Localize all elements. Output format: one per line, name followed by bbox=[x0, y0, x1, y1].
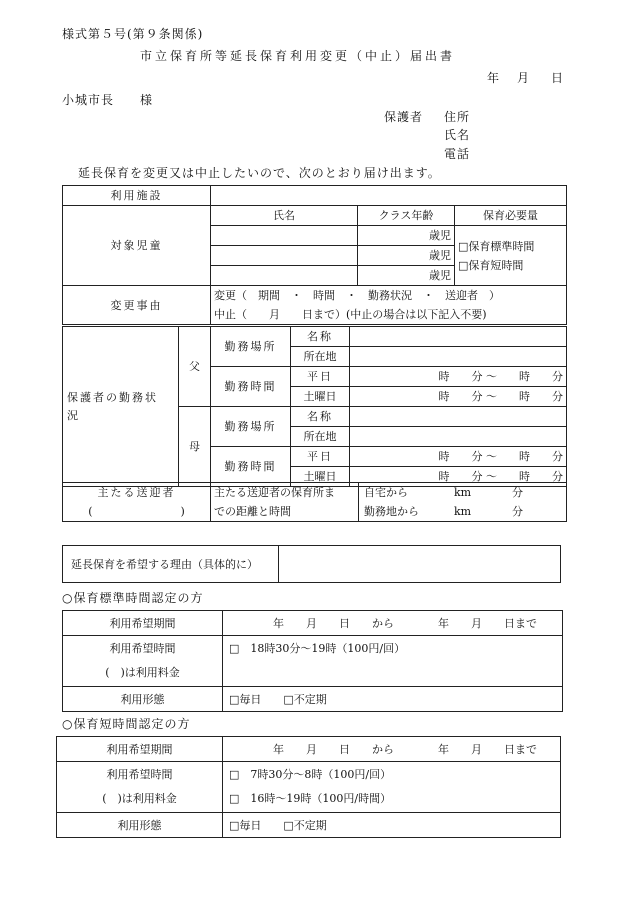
work-status-label: 保護者の勤務状 bbox=[67, 390, 158, 404]
standard-period-input[interactable]: 年 月 日 から 年 月 日まで bbox=[223, 611, 563, 636]
father-hours-label: 勤務時間 bbox=[211, 367, 291, 407]
from-home-label: 自宅から bbox=[364, 486, 408, 499]
reason-input[interactable] bbox=[279, 546, 561, 583]
father-workplace-label: 勤務場所 bbox=[211, 327, 291, 367]
father-label: 父 bbox=[179, 327, 211, 407]
col-class-age-header: クラス年齢 bbox=[358, 206, 455, 226]
short-period-label: 利用希望期間 bbox=[57, 737, 223, 762]
phone-label: 電話 bbox=[444, 147, 471, 161]
guardian-label: 保護者 bbox=[384, 110, 424, 124]
short-table bbox=[56, 736, 561, 838]
need-standard-checkbox[interactable]: □保育標準時間 bbox=[458, 239, 535, 253]
age-unit-1[interactable]: 歳児 bbox=[358, 226, 455, 246]
mother-workplace-label: 勤務場所 bbox=[211, 407, 291, 447]
transporter-table bbox=[62, 482, 567, 522]
from-home-km[interactable]: km bbox=[454, 486, 472, 499]
change-options[interactable]: 変更（ 期間 ・ 時間 ・ 勤務状況 ・ 送迎者 ） bbox=[214, 289, 500, 302]
reason-table bbox=[62, 545, 561, 583]
transporter-input[interactable]: ( ) bbox=[88, 505, 185, 518]
mother-hours-label: 勤務時間 bbox=[211, 447, 291, 487]
child-name-2[interactable] bbox=[211, 246, 358, 266]
age-unit-2[interactable]: 歳児 bbox=[358, 246, 455, 266]
col-need-header: 保育必要量 bbox=[455, 206, 567, 226]
mother-saturday-label: 土曜日 bbox=[291, 467, 350, 487]
child-section-table bbox=[62, 185, 567, 325]
short-period-input[interactable]: 年 月 日 から 年 月 日まで bbox=[223, 737, 561, 762]
col-name-header: 氏名 bbox=[211, 206, 358, 226]
standard-fee-note: ( )は利用料金 bbox=[105, 666, 180, 679]
work-status-label-2: 況 bbox=[67, 408, 78, 422]
reason-label: 延長保育を希望する理由（具体的に） bbox=[63, 546, 279, 583]
standard-period-label: 利用希望期間 bbox=[63, 611, 223, 636]
father-wp-location-label: 所在地 bbox=[291, 347, 350, 367]
child-name-1[interactable] bbox=[211, 226, 358, 246]
mother-weekday-label: 平日 bbox=[291, 447, 350, 467]
mother-label: 母 bbox=[179, 407, 211, 487]
from-work-km[interactable]: km bbox=[454, 505, 472, 518]
date-month: 月 bbox=[517, 71, 531, 85]
standard-form-label: 利用形態 bbox=[63, 687, 223, 712]
distance-label: 主たる送迎者の保育所ま bbox=[214, 486, 335, 499]
address-label: 住所 bbox=[444, 110, 471, 124]
child-label: 対象児童 bbox=[63, 206, 211, 286]
need-short-checkbox[interactable]: □保育短時間 bbox=[458, 258, 524, 272]
father-wp-location-input[interactable] bbox=[350, 347, 567, 367]
standard-heading: ○保育標準時間認定の方 bbox=[62, 591, 204, 605]
short-form-label: 利用形態 bbox=[57, 813, 223, 838]
standard-hours-label: 利用希望時間 bbox=[109, 642, 176, 655]
facility-label: 利用施設 bbox=[63, 186, 211, 206]
distance-label-2: での距離と時間 bbox=[214, 505, 291, 518]
father-wp-name-input[interactable] bbox=[350, 327, 567, 347]
short-hours-checkbox-2[interactable]: □ 16時～19時（100円/時間） bbox=[229, 792, 392, 805]
standard-form-options[interactable]: □毎日 □不定期 bbox=[223, 687, 563, 712]
facility-input[interactable] bbox=[211, 186, 567, 206]
transporter-label: 主たる送迎者 bbox=[97, 486, 176, 499]
father-saturday-time[interactable]: 時 分 ～ 時 分 bbox=[350, 387, 567, 407]
short-heading: ○保育短時間認定の方 bbox=[62, 717, 191, 731]
addressee: 小城市長 様 bbox=[62, 93, 154, 107]
short-form-options[interactable]: □毎日 □不定期 bbox=[223, 813, 561, 838]
mother-wp-name-input[interactable] bbox=[350, 407, 567, 427]
intro-text: 延長保育を変更又は中止したいので、次のとおり届け出ます。 bbox=[78, 166, 441, 180]
child-name-3[interactable] bbox=[211, 266, 358, 286]
name-label: 氏名 bbox=[444, 128, 471, 142]
page-title: 市立保育所等延長保育利用変更（中止）届出書 bbox=[140, 49, 456, 63]
father-saturday-label: 土曜日 bbox=[291, 387, 350, 407]
father-wp-name-label: 名称 bbox=[291, 327, 350, 347]
father-weekday-label: 平日 bbox=[291, 367, 350, 387]
mother-wp-location-input[interactable] bbox=[350, 427, 567, 447]
from-work-label: 勤務地から bbox=[364, 505, 419, 518]
stop-options[interactable]: 中止（ 月 日まで）(中止の場合は以下記入不要) bbox=[214, 308, 487, 321]
mother-wp-name-label: 名称 bbox=[291, 407, 350, 427]
work-situation-table bbox=[62, 326, 567, 487]
date-day: 日 bbox=[551, 71, 565, 85]
date-year: 年 bbox=[487, 71, 501, 85]
mother-weekday-time[interactable]: 時 分 ～ 時 分 bbox=[350, 447, 567, 467]
from-work-min[interactable]: 分 bbox=[512, 505, 523, 518]
change-reason-label: 変更事由 bbox=[63, 286, 211, 325]
from-home-min[interactable]: 分 bbox=[512, 486, 523, 499]
short-hours-label: 利用希望時間 bbox=[106, 768, 173, 781]
mother-wp-location-label: 所在地 bbox=[291, 427, 350, 447]
mother-saturday-time[interactable]: 時 分 ～ 時 分 bbox=[350, 467, 567, 487]
age-unit-3[interactable]: 歳児 bbox=[358, 266, 455, 286]
father-weekday-time[interactable]: 時 分 ～ 時 分 bbox=[350, 367, 567, 387]
standard-table bbox=[62, 610, 563, 712]
standard-hours-checkbox[interactable]: □ 18時30分～19時（100円/回） bbox=[223, 636, 563, 687]
form-number: 様式第５号(第９条関係) bbox=[62, 27, 204, 41]
short-fee-note: ( )は利用料金 bbox=[102, 792, 177, 805]
short-hours-checkbox-1[interactable]: □ 7時30分～8時（100円/回） bbox=[229, 768, 392, 781]
